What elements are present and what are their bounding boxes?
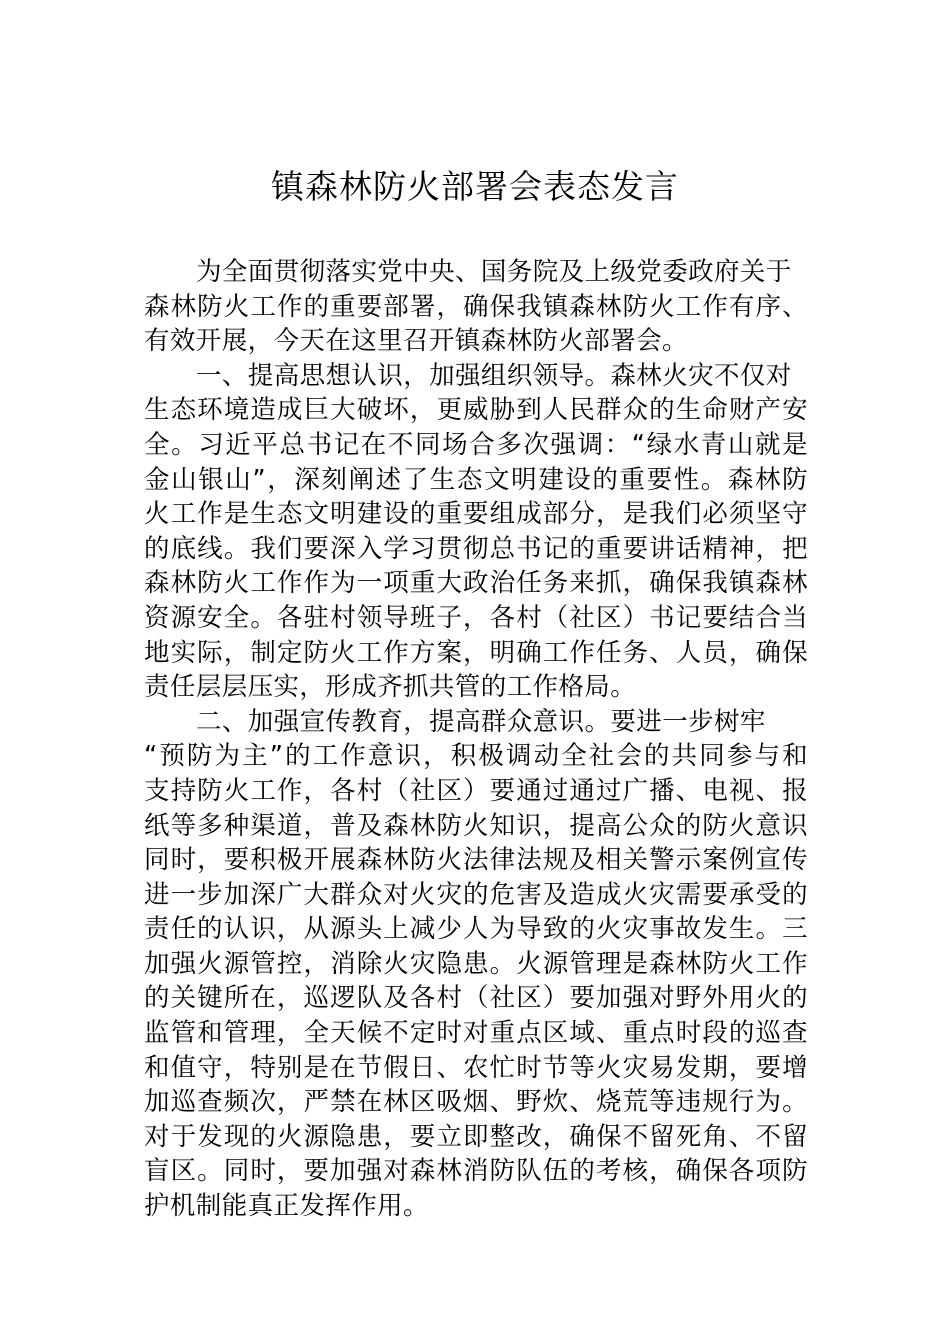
text-line: 地实际，制定防火工作方案，明确工作任务、人员，确保	[144, 637, 808, 668]
text-line: 监管和管理，全天候不定时对重点区域、重点时段的巡查	[144, 1018, 808, 1049]
text-line: 和值守，特别是在节假日、农忙时节等火灾易发期，要增	[144, 1052, 808, 1083]
text-line: 责任层层压实，形成齐抓共管的工作格局。	[144, 672, 637, 703]
text-line: 全。习近平总书记在不同场合多次强调：“绿水青山就是	[144, 429, 808, 460]
text-line: 盲区。同时，要加强对森林消防队伍的考核，确保各项防	[144, 1156, 808, 1187]
text-line: 生态环境造成巨大破坏，更威胁到人民群众的生命财产安	[144, 395, 808, 426]
text-line: 森林防火工作作为一项重大政治任务来抓，确保我镇森林	[144, 568, 808, 599]
text-line: 为全面贯彻落实党中央、国务院及上级党委政府关于	[196, 257, 792, 287]
text-line: 有效开展，今天在这里召开镇森林防火部署会。	[144, 326, 688, 357]
text-line: 的底线。我们要深入学习贯彻总书记的重要讲话精神，把	[144, 533, 808, 564]
document-title: 镇森林防火部署会表态发言	[271, 167, 679, 206]
text-line: 加强火源管控，消除火灾隐患。火源管理是森林防火工作	[144, 948, 808, 979]
text-line: 森林防火工作的重要部署，确保我镇森林防火工作有序、	[144, 291, 808, 322]
text-line: 纸等多种渠道，普及森林防火知识，提高公众的防火意识	[144, 810, 808, 841]
text-line: 同时，要积极开展森林防火法律法规及相关警示案例宣传	[144, 845, 808, 876]
text-line: 护机制能真正发挥作用。	[144, 1191, 429, 1222]
text-line: 资源安全。各驻村领导班子，各村（社区）书记要结合当	[144, 602, 808, 633]
text-line: 金山银山”，深刻阐述了生态文明建设的重要性。森林防	[144, 464, 808, 495]
text-line: 责任的认识，从源头上减少人为导致的火灾事故发生。三	[144, 914, 808, 945]
text-line: 加巡查频次，严禁在林区吸烟、野炊、烧荒等违规行为。	[144, 1087, 808, 1118]
text-line: “预防为主”的工作意识，积极调动全社会的共同参与和	[144, 741, 808, 772]
document-body	[144, 255, 808, 1224]
text-line: 的关键所在，巡逻队及各村（社区）要加强对野外用火的	[144, 983, 808, 1014]
text-line: 二、加强宣传教育，提高群众意识。要进一步树牢	[196, 706, 766, 737]
text-line: 进一步加深广大群众对火灾的危害及造成火灾需要承受的	[144, 879, 808, 910]
text-line: 对于发现的火源隐患，要立即整改，确保不留死角、不留	[144, 1121, 808, 1152]
text-line: 一、提高思想认识，加强组织领导。森林火灾不仅对	[196, 360, 792, 391]
text-line: 火工作是生态文明建设的重要组成部分，是我们必须坚守	[144, 499, 808, 530]
text-line: 支持防火工作，各村（社区）要通过通过广播、电视、报	[144, 775, 808, 806]
